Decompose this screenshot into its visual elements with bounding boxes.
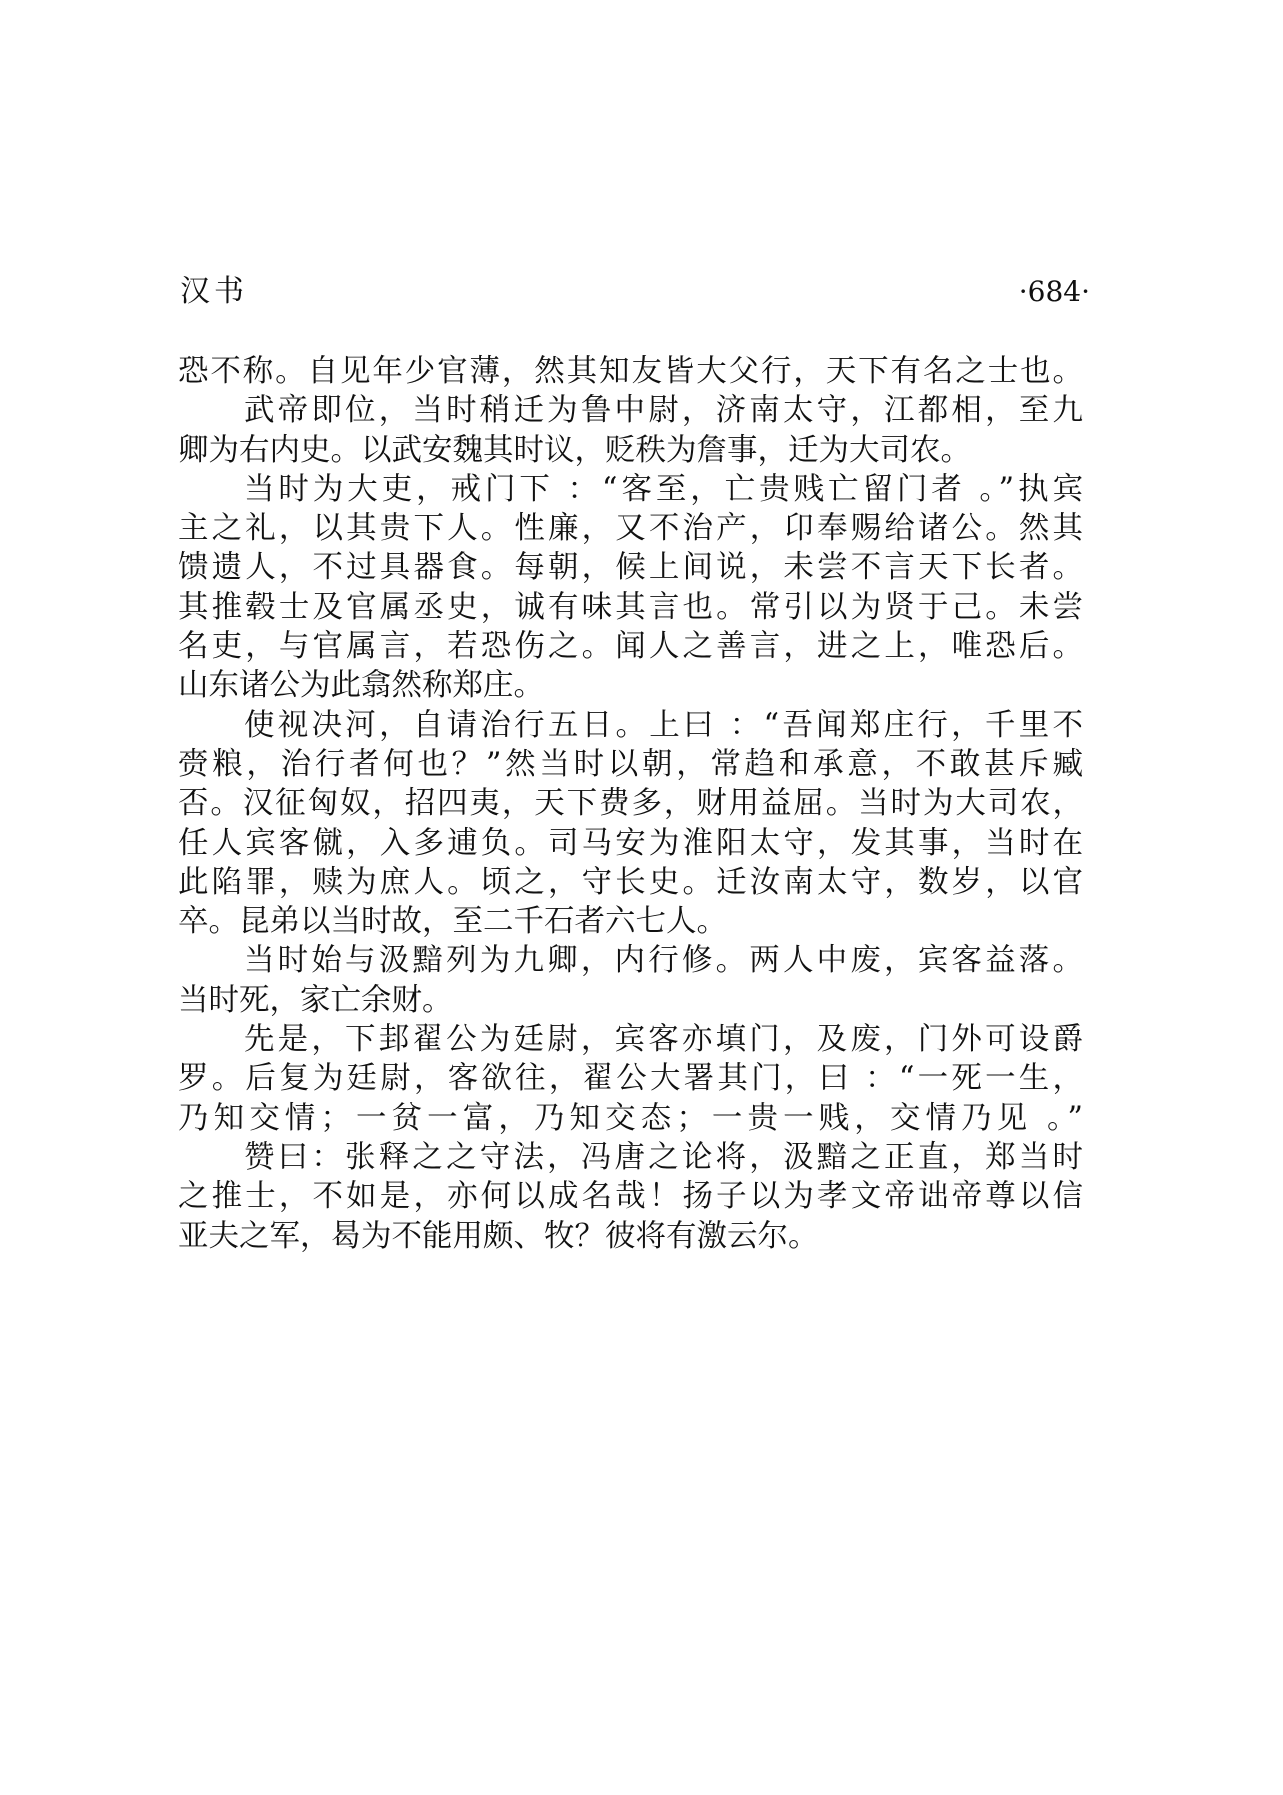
text-line: 亚夫之军，曷为不能用颇、牧？彼将有激云尔。 [178, 1218, 819, 1254]
text-line: 馈遗人，不过具器食。每朝，候上间说，未尝不言天下长者。 [178, 550, 1083, 586]
text-line: 卒。昆弟以当时故，至二千石者六七人。 [178, 904, 727, 940]
text-line: 当时死，家亡余财。 [178, 982, 453, 1018]
text-line: 先是，下邽翟公为廷尉，宾客亦填门，及废，门外可设爵 [244, 1022, 1083, 1058]
text-line: 山东诸公为此翕然称郑庄。 [178, 668, 544, 704]
text-line: 罗。后复为廷尉，客欲往，翟公大署其门，曰 ：“一死一生， [178, 1061, 1083, 1097]
book-title: 汉书 [180, 274, 248, 309]
text-line: 卿为右内史。以武安魏其时议，贬秩为詹事，迁为大司农。 [178, 432, 971, 468]
text-line: 否。汉征匈奴，招四夷，天下费多，财用益屈。当时为大司农， [178, 786, 1083, 822]
text-line: 主之礼，以其贵下人。性廉，又不治产，卬奉赐给诸公。然其 [178, 511, 1083, 547]
text-line: 武帝即位，当时稍迁为鲁中尉，济南太守，江都相，至九 [244, 393, 1083, 429]
text-line: 恐不称。自见年少官薄，然其知友皆大父行，天下有名之士也。 [178, 354, 1083, 389]
text-line: 之推士，不如是，亦何以成名哉！扬子以为孝文帝诎帝尊以信 [178, 1179, 1083, 1215]
text-line: 名吏，与官属言，若恐伤之。闻人之善言，进之上，唯恐后。 [178, 629, 1083, 665]
text-line: 此陷罪，赎为庶人。顷之，守长史。迁汝南太守，数岁，以官 [178, 864, 1083, 900]
text-line: 赍粮，治行者何也？”然当时以朝，常趋和承意，不敢甚斥臧 [178, 746, 1083, 782]
text-line: 当时始与汲黯列为九卿，内行修。两人中废，宾客益落。 [244, 943, 1083, 979]
page-number: ·684· [1018, 275, 1090, 308]
text-line: 乃知交情；一贫一富，乃知交态；一贵一贱，交情乃见 。” [178, 1100, 1083, 1136]
text-line: 当时为大吏，戒门下 ：“客至，亡贵贱亡留门者 。”执宾 [244, 471, 1083, 507]
running-head [180, 272, 1090, 312]
text-line: 其推毂士及官属丞史，诚有味其言也。常引以为贤于己。未尝 [178, 589, 1083, 625]
body-text [178, 352, 1083, 1256]
text-line: 使视决河，自请治行五日。上曰 ：“吾闻郑庄行，千里不 [244, 707, 1083, 743]
text-line: 任人宾客僦，入多逋负。司马安为淮阳太守，发其事，当时在 [178, 825, 1083, 861]
text-line: 赞曰：张释之之守法，冯唐之论将，汲黯之正直，郑当时 [244, 1139, 1083, 1175]
